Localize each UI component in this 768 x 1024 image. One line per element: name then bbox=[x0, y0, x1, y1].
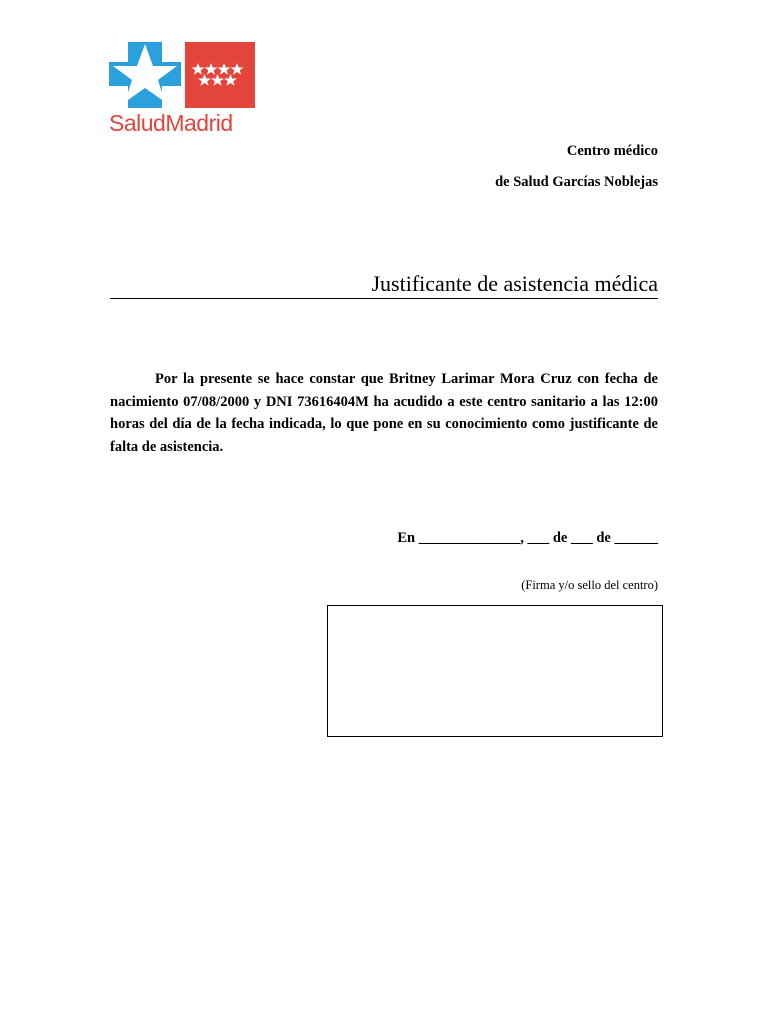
certificate-body: Por la presente se hace constar que Britney Larimar Mora Cruz con fecha de nacimiento 07/08/2000 y DNI 73616404M ha acudido a este centro sanitario a las 12:00 horas del día de la fecha indicada, lo que pone en su conocimiento como justificante de falta de asistencia. bbox=[110, 371, 658, 455]
place-date-line: En ______________, ___ de ___ de ______ bbox=[397, 530, 658, 546]
salud-madrid-logo-icon bbox=[109, 42, 255, 108]
document-title: Justificante de asistencia médica bbox=[371, 271, 658, 296]
salud-madrid-logo-text: SaludMadrid bbox=[109, 110, 233, 136]
medical-center-line-2: de Salud Garcías Noblejas bbox=[495, 174, 658, 190]
salud-madrid-logo bbox=[109, 42, 259, 142]
title-divider bbox=[110, 298, 658, 299]
signature-note: (Firma y/o sello del centro) bbox=[521, 578, 658, 592]
medical-center-heading bbox=[495, 136, 658, 198]
medical-center-line-1: Centro médico bbox=[566, 143, 658, 159]
signature-stamp-box bbox=[327, 605, 663, 737]
